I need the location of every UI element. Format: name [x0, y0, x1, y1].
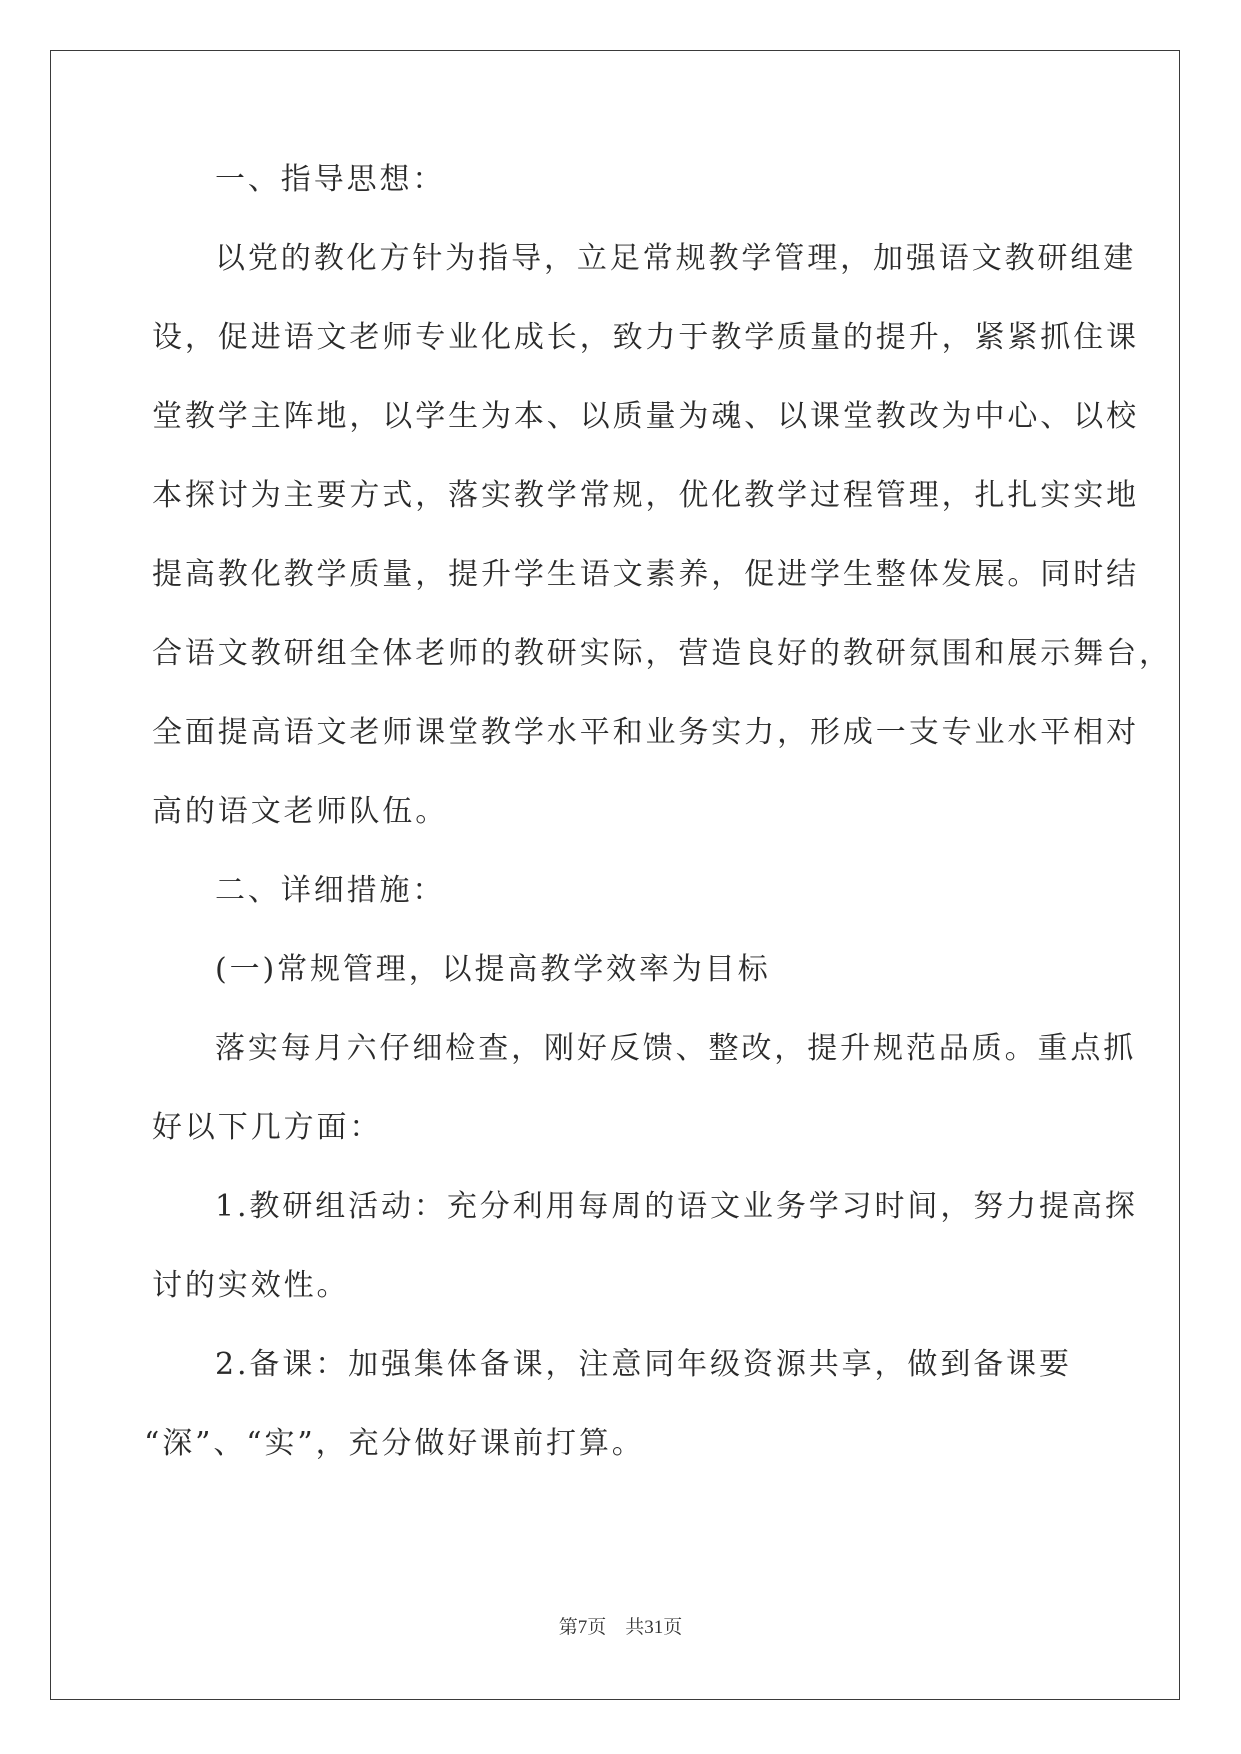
- paragraph-line: 提高教化教学质量，提升学生语文素养，促进学生整体发展。同时结: [152, 557, 1139, 592]
- paragraph-line: 讨的实效性。: [152, 1268, 350, 1303]
- paragraph-line: 高的语文老师队伍。: [152, 794, 449, 829]
- paragraph-line: 落实每月六仔细检查，刚好反馈、整改，提升规范品质。重点抓: [215, 1031, 1137, 1066]
- document-body: [144, 160, 1172, 1503]
- page-number: 第7页 共31页: [558, 1617, 683, 1638]
- paragraph-line: 好以下几方面：: [152, 1110, 383, 1145]
- heading-guiding-ideology: 一、指导思想：: [215, 162, 446, 197]
- paragraph-line: 全面提高语文老师课堂教学水平和业务实力，形成一支专业水平相对: [152, 715, 1139, 750]
- paragraph-line: 本探讨为主要方式，落实教学常规，优化教学过程管理，扎扎实实地: [152, 478, 1139, 513]
- paragraph-line: 堂教学主阵地，以学生为本、以质量为魂、以课堂教改为中心、以校: [152, 399, 1139, 434]
- paragraph-line: 合语文教研组全体老师的教研实际，营造良好的教研氛围和展示舞台，: [152, 636, 1172, 671]
- paragraph-line: “深”、“实”，充分做好课前打算。: [144, 1426, 645, 1461]
- list-item-research-activity: 1.教研组活动：充分利用每周的语文业务学习时间，努力提高探: [215, 1189, 1138, 1224]
- paragraph-line: 以党的教化方针为指导，立足常规教学管理，加强语文教研组建: [215, 241, 1137, 276]
- paragraph-line: 设，促进语文老师专业化成长，致力于教学质量的提升，紧紧抓住课: [152, 320, 1139, 355]
- subheading-routine-management: (一)常规管理，以提高教学效率为目标: [215, 952, 771, 987]
- heading-measures: 二、详细措施：: [215, 873, 446, 908]
- list-item-lesson-prep: 2.备课：加强集体备课，注意同年级资源共享，做到备课要: [215, 1347, 1072, 1382]
